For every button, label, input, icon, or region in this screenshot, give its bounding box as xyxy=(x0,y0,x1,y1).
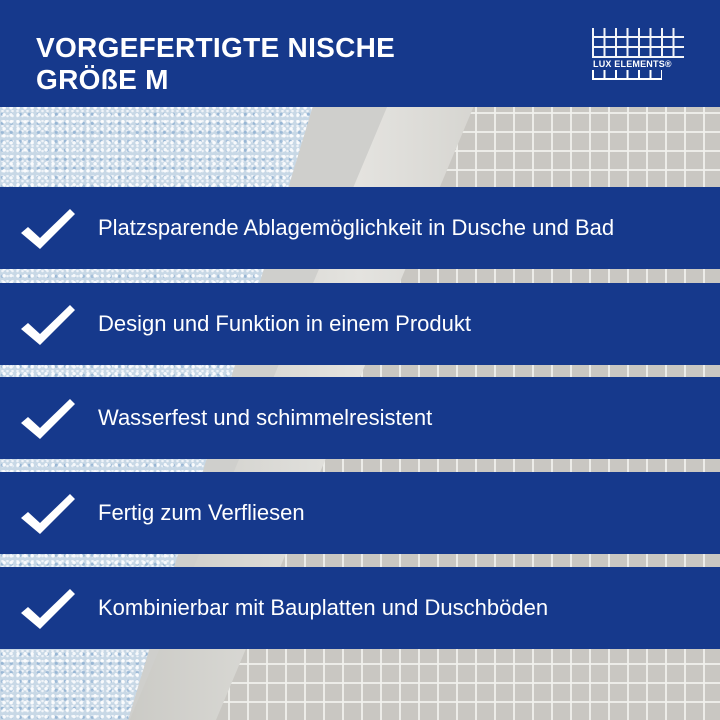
feature-text-4: Fertig zum Verfliesen xyxy=(98,500,305,525)
feature-text-1: Platzsparende Ablagemöglichkeit in Dusche und Bad xyxy=(98,215,615,240)
feature-band-3 xyxy=(0,377,720,459)
page-title xyxy=(36,32,395,96)
checkmark-icon xyxy=(18,301,78,347)
logo-grid-bottom-icon xyxy=(592,70,662,80)
header-banner xyxy=(0,0,720,107)
feature-band-1 xyxy=(0,187,720,269)
checkmark-icon xyxy=(18,490,78,536)
feature-band-2 xyxy=(0,283,720,365)
brand-logo xyxy=(592,28,684,80)
feature-band-4 xyxy=(0,472,720,554)
title-line-2: GRÖßE M xyxy=(36,64,169,95)
feature-text-3: Wasserfest und schimmelresistent xyxy=(98,405,433,430)
checkmark-icon xyxy=(18,205,78,251)
logo-text: LUX ELEMENTS® xyxy=(593,59,672,69)
checkmark-icon xyxy=(18,585,78,631)
feature-text-2: Design und Funktion in einem Produkt xyxy=(98,311,471,336)
feature-text-5: Kombinierbar mit Bauplatten und Duschböden xyxy=(98,595,549,620)
title-line-1: VORGEFERTIGTE NISCHE xyxy=(36,32,396,63)
checkmark-icon xyxy=(18,395,78,441)
logo-grid-icon xyxy=(592,28,684,58)
feature-band-5 xyxy=(0,567,720,649)
